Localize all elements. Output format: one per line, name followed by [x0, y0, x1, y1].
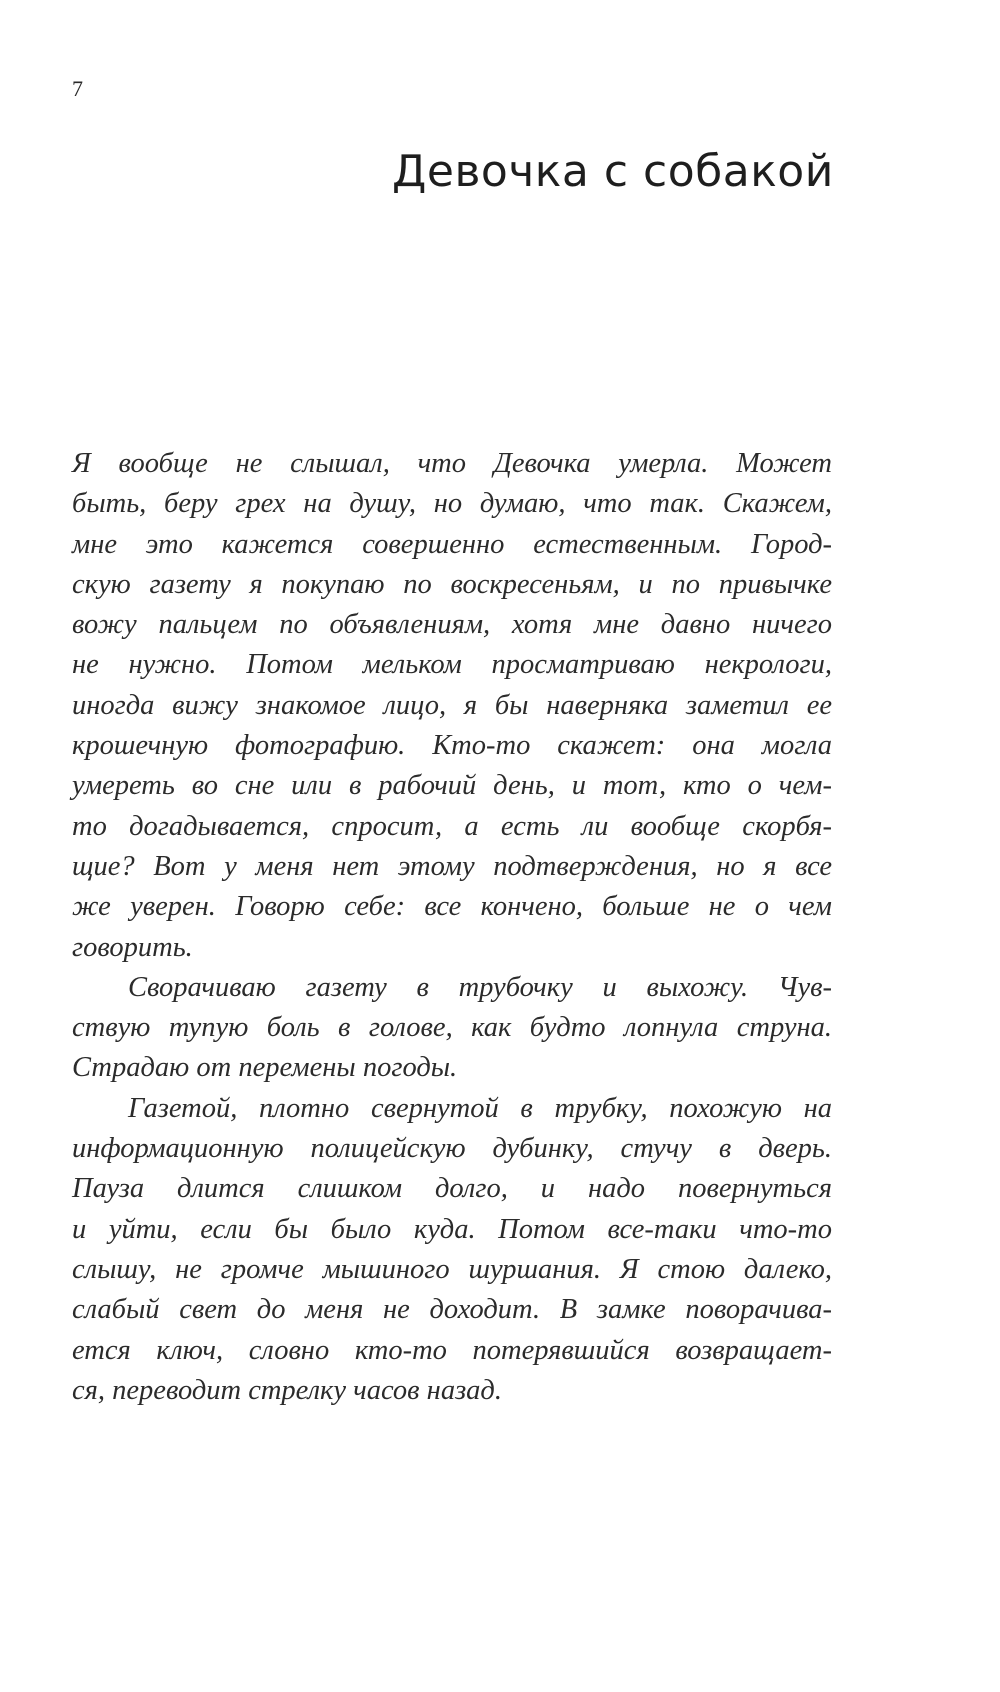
body-text — [72, 444, 832, 1411]
text-line: Газетой, плотно свернутой в трубку, похожую на — [128, 1092, 832, 1124]
paragraph — [72, 968, 832, 1089]
paragraph — [72, 444, 832, 968]
text-line: ется ключ, словно кто-то потерявшийся возвращает- — [72, 1334, 832, 1366]
text-line: говорить. — [72, 931, 193, 963]
text-line: ствую тупую боль в голове, как будто лопнула струна. — [72, 1012, 832, 1044]
page-number: 7 — [72, 76, 83, 101]
chapter-title: Девочка с собакой — [392, 146, 834, 197]
text-line: Пауза длится слишком долго, и надо повернуться — [72, 1173, 832, 1205]
text-line: иногда вижу знакомое лицо, я бы наверняка заметил ее — [72, 689, 832, 721]
text-line: информационную полицейскую дубинку, стучу в дверь. — [72, 1133, 832, 1165]
text-line: же уверен. Говорю себе: все кончено, больше не о чем — [72, 891, 832, 923]
text-line: Страдаю от перемены погоды. — [72, 1052, 458, 1084]
text-line: щие? Вот у меня нет этому подтверждения, но я все — [72, 850, 832, 882]
text-line: крошечную фотографию. Кто-то скажет: она могла — [72, 730, 832, 762]
text-line: умереть во сне или в рабочий день, и тот, кто о чем- — [72, 770, 832, 802]
text-line: скую газету я покупаю по воскресеньям, и по привычке — [72, 568, 832, 600]
text-line: Сворачиваю газету в трубочку и выхожу. Чув- — [128, 971, 832, 1003]
text-line: мне это кажется совершенно естественным. Город- — [72, 528, 832, 560]
text-line: слышу, не громче мышиного шуршания. Я стою далеко, — [72, 1253, 832, 1285]
text-line: то догадывается, спросит, а есть ли вообще скорбя- — [72, 810, 832, 842]
text-line: слабый свет до меня не доходит. В замке поворачива- — [72, 1294, 832, 1326]
text-line: и уйти, если бы было куда. Потом все-таки что-то — [72, 1213, 832, 1245]
text-line: быть, беру грех на душу, но думаю, что так. Скажем, — [72, 488, 832, 520]
paragraph — [72, 1089, 832, 1411]
text-line: не нужно. Потом мельком просматриваю некрологи, — [72, 649, 832, 681]
text-line: вожу пальцем по объявлениям, хотя мне давно ничего — [72, 609, 832, 641]
text-line: ся, переводит стрелку часов назад. — [72, 1374, 502, 1406]
text-line: Я вообще не слышал, что Девочка умерла. Может — [72, 448, 832, 479]
